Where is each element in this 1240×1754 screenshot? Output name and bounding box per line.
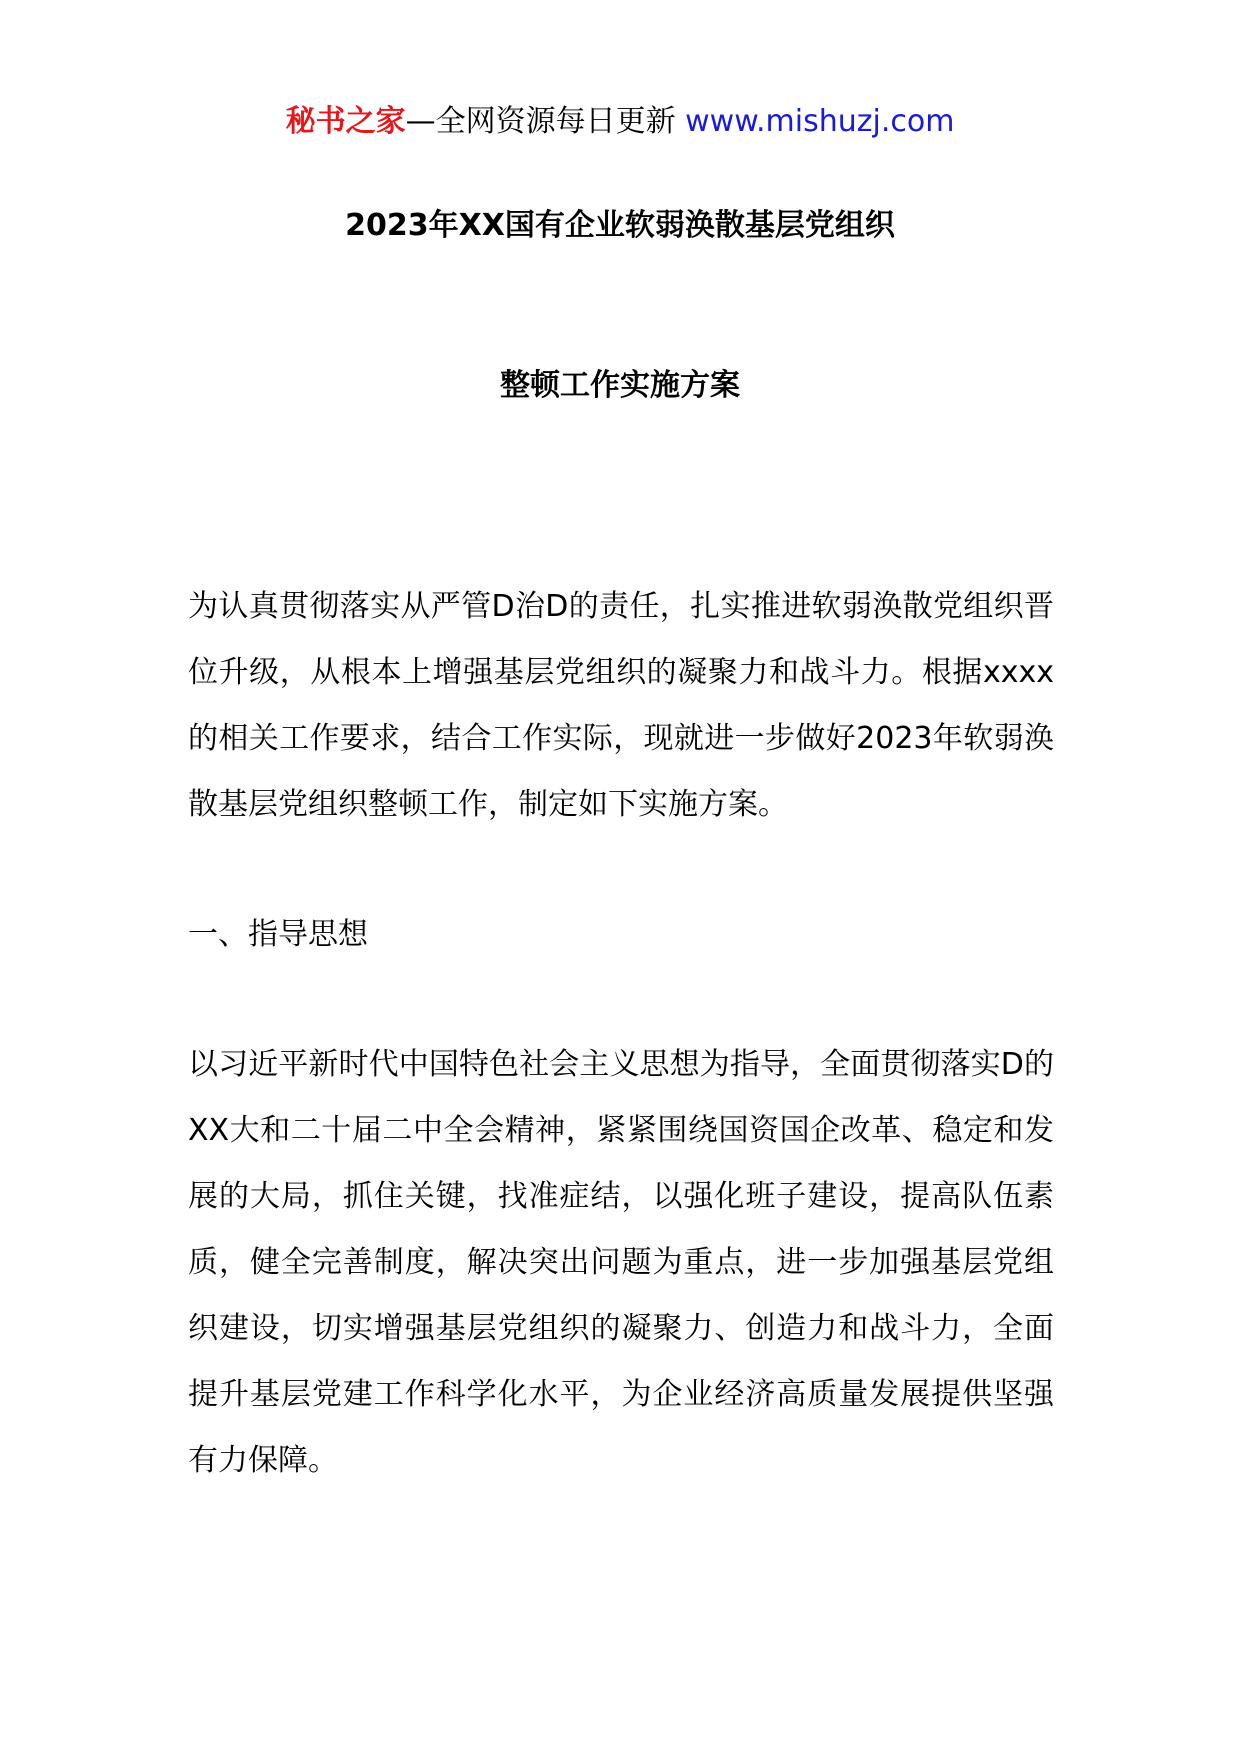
- guiding-ideology-paragraph: 以习近平新时代中国特色社会主义思想为指导，全面贯彻落实D的XX大和二十届二中全会精神，紧紧围绕国资国企改革、稳定和发展的大局，抓住关键，找准症结，以强化班子建设，提高队伍素质，健全完善制度，解决突出问题为重点，进一步加强基层党组织建设，切实增强基层党组织的凝聚力、创造力和战斗力，全面提升基层党建工作科学化水平，为企业经济高质量发展提供坚强有力保障。: [188, 1047, 1054, 1478]
- document-title-line-2: 整顿工作实施方案: [500, 368, 740, 403]
- site-url-link[interactable]: www.mishuzj.com: [685, 104, 955, 139]
- site-slogan: —全网资源每日更新: [405, 104, 686, 139]
- intro-paragraph: 为认真贯彻落实从严管D治D的责任，扎实推进软弱涣散党组织晋位升级，从根本上增强基层党组织的凝聚力和战斗力。根据xxxx的相关工作要求，结合工作实际，现就进一步做好2023年软弱涣散基层党组织整顿工作，制定如下实施方案。: [188, 589, 1054, 822]
- site-header: [0, 100, 1240, 144]
- site-brand: 秘书之家: [285, 104, 406, 139]
- document-title-line-1: 2023年XX国有企业软弱涣散基层党组织: [345, 208, 895, 243]
- section-heading-guiding-ideology: 一、指导思想: [188, 917, 368, 952]
